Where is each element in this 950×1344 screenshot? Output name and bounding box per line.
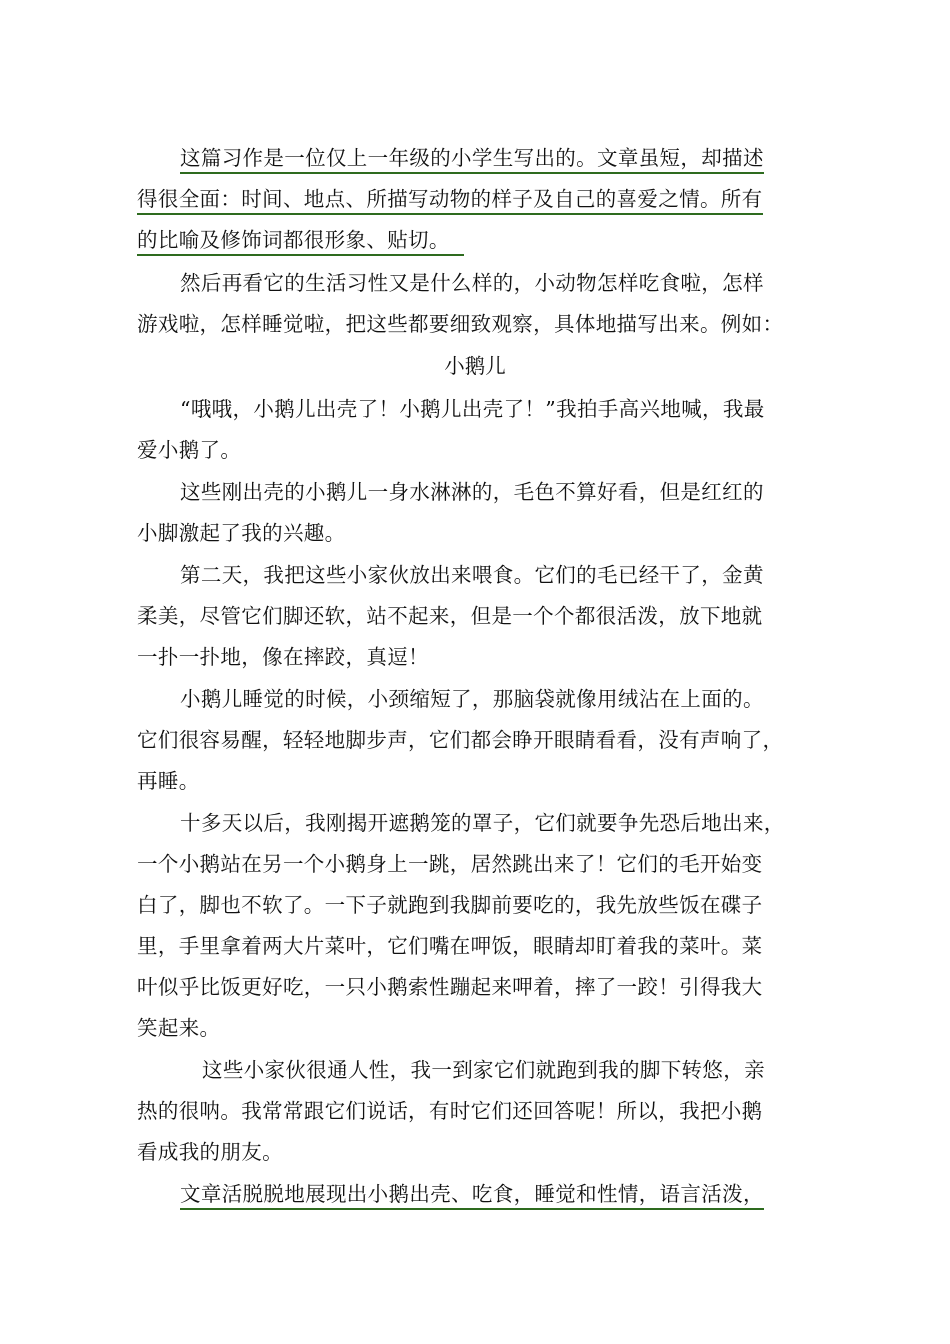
example-p4-line-1: 小鹅儿睡觉的时候，小颈缩短了，那脑袋就像用绒沾在上面的。 (180, 687, 764, 711)
example-p6-line-1: 这些小家伙很通人性，我一到家它们就跑到我的脚下转悠，亲 (202, 1058, 765, 1082)
example-p5-line-5: 叶似乎比饭更好吃，一只小鹅索性蹦起来呷着，摔了一跤！引得我大 (137, 975, 763, 999)
example-p3-line-3: 一扑一扑地，像在摔跤，真逗！ (137, 645, 429, 669)
example-p6-line-3: 看成我的朋友。 (137, 1140, 283, 1164)
example-p1-line-1: “哦哦，小鹅儿出壳了！小鹅儿出壳了！”我拍手高兴地喊，我最 (180, 397, 765, 421)
example-p1-line-2: 爱小鹅了。 (137, 438, 242, 462)
example-p5-line-3: 白了，脚也不软了。一下子就跑到我脚前要吃的，我先放些饭在碟子 (137, 893, 763, 917)
transition-line-1: 然后再看它的生活习性又是什么样的，小动物怎样吃食啦，怎样 (180, 271, 764, 295)
closing-commentary-line-1: 文章活脱脱地展现出小鹅出壳、吃食，睡觉和性情，语言活泼， (180, 1180, 764, 1208)
example-p3-line-2: 柔美，尽管它们脚还软，站不起来，但是一个个都很活泼，放下地就 (137, 604, 763, 628)
example-p5-line-6: 笑起来。 (137, 1016, 221, 1040)
example-p4-line-3: 再睡。 (137, 769, 200, 793)
intro-commentary-line-3: 的比喻及修饰词都很形象、贴切。 (137, 226, 464, 254)
example-p2-line-1: 这些刚出壳的小鹅儿一身水淋淋的，毛色不算好看，但是红红的 (180, 480, 764, 504)
example-p4-line-2: 它们很容易醒，轻轻地脚步声，它们都会睁开眼睛看看，没有声响了， (137, 728, 784, 752)
intro-commentary-line-2: 得很全面：时间、地点、所描写动物的样子及自己的喜爱之情。所有 (137, 185, 763, 213)
example-p5-line-2: 一个小鹅站在另一个小鹅身上一跳，居然跳出来了！它们的毛开始变 (137, 852, 763, 876)
example-p2-line-2: 小脚激起了我的兴趣。 (137, 521, 346, 545)
intro-commentary-line-1: 这篇习作是一位仅上一年级的小学生写出的。文章虽短，却描述 (180, 144, 764, 172)
example-p5-line-1: 十多天以后，我刚揭开遮鹅笼的罩子，它们就要争先恐后地出来， (180, 811, 785, 835)
example-p5-line-4: 里，手里拿着两大片菜叶，它们嘴在呷饭，眼睛却盯着我的菜叶。菜 (137, 934, 763, 958)
example-p6-line-2: 热的很呐。我常常跟它们说话，有时它们还回答呢！所以，我把小鹅 (137, 1099, 763, 1123)
example-title: 小鹅儿 (444, 354, 506, 378)
example-p3-line-1: 第二天，我把这些小家伙放出来喂食。它们的毛已经干了，金黄 (180, 563, 764, 587)
transition-line-2: 游戏啦，怎样睡觉啦，把这些都要细致观察，具体地描写出来。例如： (137, 312, 784, 336)
